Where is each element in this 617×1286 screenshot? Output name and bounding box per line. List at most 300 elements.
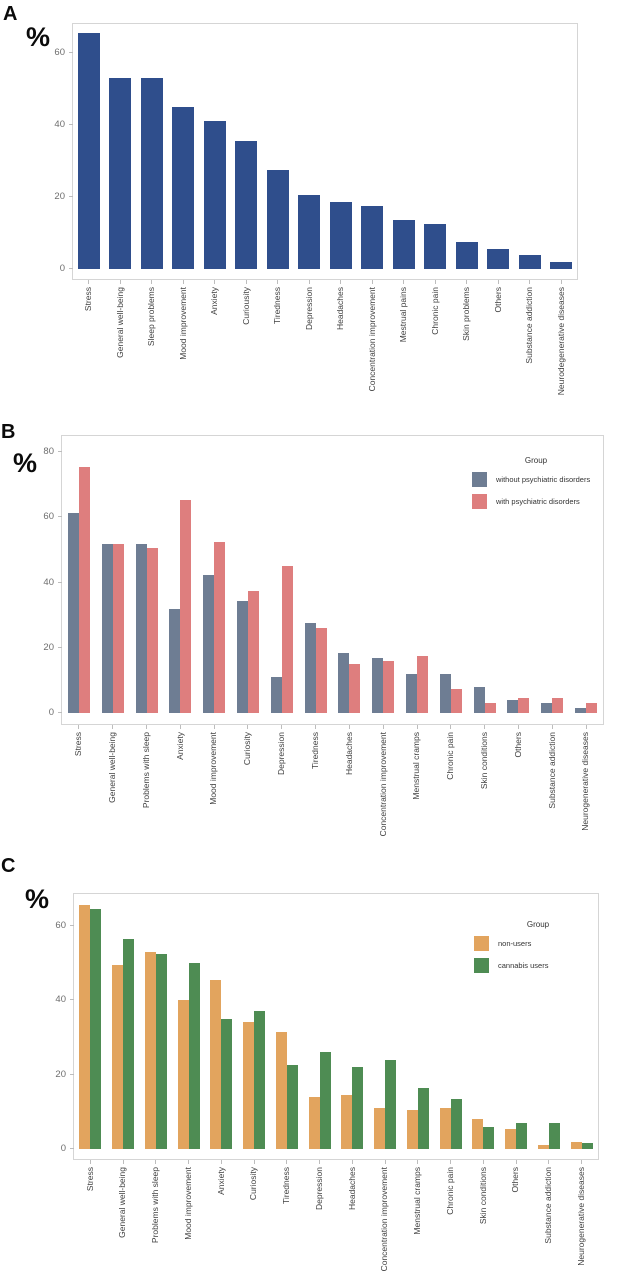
bar-group: [199, 33, 231, 269]
bar: [287, 1065, 298, 1149]
bar-group: [303, 905, 336, 1149]
bar-group: [434, 905, 467, 1149]
bar: [172, 107, 194, 269]
x-label-cell: [467, 1160, 500, 1271]
x-axis-label: Substance addiction: [546, 732, 557, 809]
x-label-cell: [238, 1160, 271, 1271]
x-axis-label: Anxiety: [215, 1167, 226, 1195]
bar: [276, 1032, 287, 1149]
y-axis-title-percent: %: [13, 448, 38, 478]
x-label-cell: [136, 280, 168, 395]
x-axis-label: Concentration improvement: [379, 1167, 390, 1272]
x-tick-mark: [352, 1160, 353, 1164]
y-tick-label: 0: [59, 263, 65, 274]
x-tick-mark: [383, 725, 384, 729]
x-tick-mark: [518, 725, 519, 729]
bar: [254, 1011, 265, 1149]
x-axis-label: Neurogenerative diseases: [580, 732, 591, 831]
x-axis-label: Headaches: [346, 1167, 357, 1211]
x-tick-mark: [88, 280, 89, 284]
bar-group: [73, 33, 105, 269]
bar: [406, 674, 417, 713]
x-axis-label: Substance addiction: [524, 287, 535, 364]
x-tick-mark: [309, 280, 310, 284]
x-label-cell: [333, 725, 367, 836]
bar: [79, 467, 90, 713]
bar-group: [400, 467, 434, 713]
legend-label: cannabis users: [498, 961, 549, 970]
x-axis-label: Sleep problems: [146, 287, 157, 347]
x-axis-label: Neurodegenerative diseases: [555, 287, 566, 396]
y-axis-title-percent: %: [25, 884, 50, 914]
legend-swatch-without-psychiatric-disorders: [472, 472, 487, 487]
bar-group: [163, 467, 197, 713]
bar-group: [172, 905, 205, 1149]
bar: [372, 658, 383, 713]
y-tick-label: 40: [54, 118, 65, 130]
bar-group: [197, 467, 231, 713]
bar: [474, 687, 485, 713]
bar: [68, 513, 79, 713]
bar: [385, 1060, 396, 1149]
bar-group: [136, 33, 168, 269]
x-label-cell: [420, 280, 452, 395]
x-axis-label: Others: [492, 287, 503, 313]
x-tick-mark: [315, 725, 316, 729]
bars-row: [73, 33, 577, 269]
x-axis-label: Mood improvement: [182, 1167, 193, 1240]
bar-group: [325, 33, 357, 269]
x-tick-mark: [146, 725, 147, 729]
x-tick-mark: [586, 725, 587, 729]
bar: [516, 1123, 527, 1149]
bar: [586, 703, 597, 713]
bar-group: [299, 467, 333, 713]
bar: [113, 544, 124, 713]
x-axis-label: Problems with sleep: [150, 1167, 161, 1244]
x-label-cell: [262, 280, 294, 395]
x-tick-mark: [349, 725, 350, 729]
bar: [235, 141, 257, 269]
bar: [136, 544, 147, 713]
x-label-cell: [451, 280, 483, 395]
x-axis-label: Tiredness: [309, 732, 320, 770]
x-axis-label: Substance addiction: [543, 1167, 554, 1244]
x-label-cell: [336, 1160, 369, 1271]
bar-group: [265, 467, 299, 713]
x-axis-label: Mood improvement: [177, 287, 188, 360]
bar-group: [74, 905, 107, 1149]
panel-a: [0, 0, 617, 418]
bar: [221, 1019, 232, 1149]
x-label-cell: [565, 1160, 598, 1271]
bar: [147, 548, 158, 713]
legend: [472, 456, 617, 516]
y-axis: [26, 436, 62, 724]
x-label-cell: [130, 725, 164, 836]
bar: [538, 1145, 549, 1149]
bar: [338, 653, 349, 713]
x-axis-label: Headaches: [343, 732, 354, 776]
x-label-cell: [140, 1160, 173, 1271]
bar: [519, 255, 541, 269]
bar: [178, 1000, 189, 1149]
x-label-cell: [74, 1160, 107, 1271]
bar: [141, 78, 163, 269]
bar-group: [434, 467, 468, 713]
y-tick-label: 20: [43, 641, 54, 653]
x-label-cell: [533, 1160, 566, 1271]
x-label-cell: [105, 280, 137, 395]
y-tick-label: 20: [54, 190, 65, 202]
x-tick-mark: [340, 280, 341, 284]
x-axis-label: Depression: [303, 287, 314, 330]
x-tick-mark: [78, 725, 79, 729]
x-tick-mark: [548, 1160, 549, 1164]
y-axis: [37, 24, 73, 279]
x-label-cell: [535, 725, 569, 836]
bar: [550, 262, 572, 269]
legend-label: with psychiatric disorders: [496, 497, 580, 506]
bar-group: [130, 467, 164, 713]
x-axis-labels: [74, 1160, 598, 1271]
legend-entry: [474, 958, 617, 973]
x-tick-mark: [516, 1160, 517, 1164]
x-label-cell: [265, 725, 299, 836]
x-tick-mark: [466, 280, 467, 284]
legend-entry: [472, 494, 617, 509]
bar: [407, 1110, 418, 1149]
x-tick-mark: [183, 280, 184, 284]
panel-letter-c: C: [1, 855, 16, 877]
x-axis-label: Menstrual cramps: [412, 1167, 423, 1235]
x-axis-label: Neurogenerative diseases: [575, 1167, 586, 1266]
x-label-cell: [500, 1160, 533, 1271]
bar: [210, 980, 221, 1149]
x-tick-mark: [221, 1160, 222, 1164]
x-tick-mark: [552, 725, 553, 729]
bar: [418, 1088, 429, 1149]
bar-group: [336, 905, 369, 1149]
x-axis-label: Others: [510, 1167, 521, 1193]
x-axis-label: Depression: [313, 1167, 324, 1210]
x-axis-label: Menstrual cramps: [411, 732, 422, 800]
bar: [214, 542, 225, 713]
bar: [271, 677, 282, 713]
bar: [349, 664, 360, 713]
bar: [145, 952, 156, 1149]
bar: [483, 1127, 494, 1149]
x-axis-label: Headaches: [335, 287, 346, 331]
bar-group: [514, 33, 546, 269]
y-tick-mark: [58, 451, 62, 452]
legend-swatch-non-users: [474, 936, 489, 951]
bar: [456, 242, 478, 269]
bar: [109, 78, 131, 269]
x-label-cell: [271, 1160, 304, 1271]
plot-area: [55, 893, 599, 1272]
x-tick-mark: [123, 1160, 124, 1164]
x-label-cell: [502, 725, 536, 836]
x-axis-labels: [62, 725, 603, 836]
x-tick-mark: [417, 1160, 418, 1164]
legend-title: Group: [526, 920, 550, 929]
x-label-cell: [172, 1160, 205, 1271]
x-tick-mark: [450, 1160, 451, 1164]
bar: [383, 661, 394, 713]
bar: [485, 703, 496, 713]
x-axis-label: Mood improvement: [208, 732, 219, 805]
bar: [123, 939, 134, 1149]
legend-entry: [474, 936, 617, 951]
x-label-cell: [231, 725, 265, 836]
plot-area: [54, 23, 578, 396]
bar: [282, 566, 293, 713]
bar-group: [96, 467, 130, 713]
bar-group: [140, 905, 173, 1149]
x-axis-label: Skin conditions: [477, 1167, 488, 1225]
x-label-cell: [569, 725, 603, 836]
x-label-cell: [303, 1160, 336, 1271]
bar: [248, 591, 259, 713]
bar: [361, 206, 383, 269]
bar-group: [357, 33, 389, 269]
x-axis-label: Mestrual pains: [398, 287, 409, 343]
x-tick-mark: [417, 725, 418, 729]
panel-letter-b: B: [1, 421, 16, 443]
x-tick-mark: [372, 280, 373, 284]
bar: [352, 1067, 363, 1149]
x-tick-mark: [286, 1160, 287, 1164]
x-label-cell: [62, 725, 96, 836]
bar: [451, 689, 462, 713]
y-tick-label: 0: [60, 1143, 66, 1154]
legend-swatch-cannabis-users: [474, 958, 489, 973]
bar-group: [238, 905, 271, 1149]
x-tick-mark: [214, 725, 215, 729]
bar: [330, 202, 352, 269]
x-tick-mark: [120, 280, 121, 284]
bar: [305, 623, 316, 713]
x-tick-mark: [188, 1160, 189, 1164]
bar-group: [369, 905, 402, 1149]
bar: [169, 609, 180, 713]
y-tick-label: 0: [48, 707, 54, 718]
x-label-cell: [434, 725, 468, 836]
x-axis-label: Tiredness: [281, 1167, 292, 1205]
bar: [156, 954, 167, 1149]
legend-label: non-users: [498, 939, 532, 948]
x-label-cell: [400, 725, 434, 836]
x-label-cell: [483, 280, 515, 395]
x-label-cell: [294, 280, 326, 395]
x-axis-label: Tiredness: [272, 287, 283, 325]
x-tick-mark: [581, 1160, 582, 1164]
bar: [298, 195, 320, 269]
bar: [549, 1123, 560, 1149]
x-tick-mark: [277, 280, 278, 284]
y-tick-label: 40: [55, 994, 66, 1006]
bar-group: [231, 467, 265, 713]
bar: [204, 121, 226, 269]
bar: [393, 220, 415, 269]
x-tick-mark: [246, 280, 247, 284]
bar-group: [483, 33, 515, 269]
bar: [237, 601, 248, 713]
bar: [203, 575, 214, 714]
x-tick-mark: [435, 280, 436, 284]
plot-area: [43, 435, 604, 837]
legend-title: Group: [524, 456, 548, 465]
bar-group: [294, 33, 326, 269]
y-tick-label: 80: [43, 446, 54, 458]
y-tick-label: 60: [43, 511, 54, 523]
x-label-cell: [357, 280, 389, 395]
bar-group: [546, 33, 578, 269]
bar: [575, 708, 586, 713]
x-axis-label: Anxiety: [174, 732, 185, 760]
bar: [243, 1022, 254, 1149]
x-tick-mark: [90, 1160, 91, 1164]
bar-group: [168, 33, 200, 269]
bar: [552, 698, 563, 713]
bar: [90, 909, 101, 1149]
x-label-cell: [514, 280, 546, 395]
x-tick-mark: [319, 1160, 320, 1164]
x-axis-label: Curiosity: [248, 1167, 259, 1201]
bar: [541, 703, 552, 713]
bar-group: [451, 33, 483, 269]
x-tick-mark: [254, 1160, 255, 1164]
x-label-cell: [231, 280, 263, 395]
x-label-cell: [107, 1160, 140, 1271]
x-axis-label: Stress: [73, 732, 84, 757]
x-axis-label: General well-being: [117, 1167, 128, 1238]
x-label-cell: [546, 280, 578, 395]
y-tick-label: 60: [54, 46, 65, 58]
bar: [374, 1108, 385, 1149]
x-tick-mark: [247, 725, 248, 729]
x-label-cell: [96, 725, 130, 836]
bar-group: [333, 467, 367, 713]
bar-group: [402, 905, 435, 1149]
x-tick-mark: [484, 725, 485, 729]
bar: [440, 1108, 451, 1149]
legend-label: without psychiatric disorders: [496, 475, 591, 484]
bar-group: [231, 33, 263, 269]
x-tick-mark: [529, 280, 530, 284]
x-tick-mark: [498, 280, 499, 284]
y-axis-title-percent: %: [26, 22, 51, 52]
x-axis-label: Chronic pain: [445, 732, 456, 780]
x-label-cell: [199, 280, 231, 395]
x-axis-label: Chronic pain: [429, 287, 440, 335]
bar-group: [271, 905, 304, 1149]
panel-c: [0, 856, 617, 1286]
x-axis-label: Curiosity: [242, 732, 253, 766]
bar: [424, 224, 446, 269]
x-tick-mark: [214, 280, 215, 284]
x-tick-mark: [403, 280, 404, 284]
x-axis-label: General well-being: [114, 287, 125, 358]
x-axis-label: Depression: [276, 732, 287, 775]
x-label-cell: [388, 280, 420, 395]
panel-letter-a: A: [3, 3, 18, 25]
x-axis-label: Anxiety: [209, 287, 220, 315]
x-axis-label: Chronic pain: [444, 1167, 455, 1215]
x-tick-mark: [385, 1160, 386, 1164]
y-tick-label: 40: [43, 576, 54, 588]
legend: [474, 920, 617, 980]
x-axis-label: General well-being: [107, 732, 118, 803]
x-tick-mark: [180, 725, 181, 729]
bar-group: [262, 33, 294, 269]
bar: [316, 628, 327, 713]
x-axis-label: Stress: [84, 1167, 95, 1192]
x-label-cell: [163, 725, 197, 836]
bar: [78, 33, 100, 269]
x-label-cell: [468, 725, 502, 836]
bar: [180, 500, 191, 713]
bar: [472, 1119, 483, 1149]
x-tick-mark: [281, 725, 282, 729]
x-axis-label: Curiousity: [240, 287, 251, 325]
x-tick-mark: [450, 725, 451, 729]
bar: [417, 656, 428, 713]
bar: [102, 544, 113, 713]
bar-group: [107, 905, 140, 1149]
bar: [571, 1142, 582, 1149]
x-axis-label: Stress: [83, 287, 94, 312]
bar: [505, 1129, 516, 1149]
x-axis-label: Concentration improvement: [377, 732, 388, 837]
panel-b: [0, 418, 617, 856]
bar: [320, 1052, 331, 1149]
x-axis-labels: [73, 280, 577, 395]
x-tick-mark: [155, 1160, 156, 1164]
x-label-cell: [369, 1160, 402, 1271]
x-label-cell: [205, 1160, 238, 1271]
x-label-cell: [197, 725, 231, 836]
x-axis-label: Skin conditions: [478, 732, 489, 790]
x-label-cell: [366, 725, 400, 836]
bar: [451, 1099, 462, 1149]
x-tick-mark: [483, 1160, 484, 1164]
x-axis-label: Problems with sleep: [140, 732, 151, 809]
bar: [440, 674, 451, 713]
x-label-cell: [168, 280, 200, 395]
legend-swatch-with-psychiatric-disorders: [472, 494, 487, 509]
x-label-cell: [434, 1160, 467, 1271]
x-label-cell: [402, 1160, 435, 1271]
x-tick-mark: [151, 280, 152, 284]
bar: [487, 249, 509, 269]
x-label-cell: [73, 280, 105, 395]
bar: [309, 1097, 320, 1149]
bar-group: [366, 467, 400, 713]
bar: [112, 965, 123, 1149]
x-label-cell: [299, 725, 333, 836]
bar: [518, 698, 529, 713]
y-axis: [38, 894, 74, 1159]
bar-group: [105, 33, 137, 269]
y-tick-label: 60: [55, 919, 66, 931]
x-axis-label: Concentration improvement: [366, 287, 377, 392]
bar-group: [388, 33, 420, 269]
bar: [267, 170, 289, 269]
bar-group: [420, 33, 452, 269]
x-axis-label: Skin problems: [461, 287, 472, 341]
